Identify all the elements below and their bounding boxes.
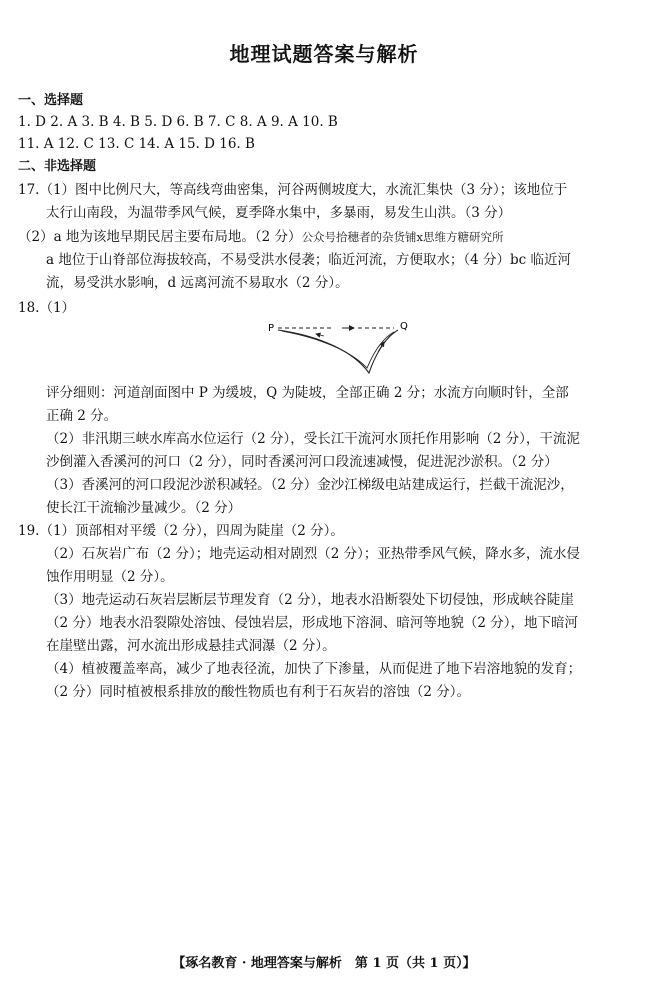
section-heading-nonchoice: 二、非选择题: [18, 159, 97, 174]
page-footer: 【琢名教育 · 地理答案与解析 第 1 页（共 1 页）】: [172, 956, 476, 971]
q19-line-7: （4）植被覆盖率高，减少了地表径流，加快了下渗量，从而促进了地下岩溶地貌的发育；: [46, 661, 582, 677]
q17-line-1: 17.（1）图中比例尺大，等高线弯曲密集，河谷两侧坡度大，水流汇集快（3 分）；该地位于: [18, 182, 568, 198]
point-q-label: Q: [400, 321, 408, 332]
q18-line-4: 沙倒灌入香溪河的河口（2 分），同时香溪河河口段流速减慢，促进泥沙淤积。（2 分）: [46, 454, 558, 470]
page-title: 地理试题答案与解析: [229, 42, 419, 66]
q17-line-3: [18, 231, 504, 245]
section-heading-choice: 一、选择题: [18, 93, 84, 108]
q19-line-8: （2 分）同时植被根系排放的酸性物质也有利于石灰岩的溶蚀（2 分）。: [46, 684, 471, 700]
q17-line-2: 太行山南段，为温带季风气候，夏季降水集中，多暴雨，易发生山洪。（3 分）: [46, 205, 512, 221]
q17-line-5: 流，易受洪水影响，d 远离河流不易取水（2 分）。: [46, 275, 349, 291]
q18-line-6: 使长江干流输沙量减少。（2 分）: [46, 500, 242, 516]
river-bed-inner: [282, 331, 394, 368]
q19-line-4: （3）地壳运动石灰岩层断层节理发育（2 分），地表水沿断裂处下切侵蚀，形成峡谷陡崖: [46, 592, 574, 608]
river-profile-diagram: [266, 316, 416, 378]
q19-line-3: 蚀作用明显（2 分）。: [46, 569, 174, 585]
answer-row-1: 1. D 2. A 3. B 4. B 5. D 6. B 7. C 8. A 9. A 10. B: [18, 114, 338, 130]
q17-line-4: a 地位于山脊部位海拔较高，不易受洪水侵袭；临近河流，方便取水；（4 分）bc 临近河: [46, 252, 571, 268]
answer-row-2: 11. A 12. C 13. C 14. A 15. D 16. B: [18, 136, 255, 152]
q18-line-2: 正确 2 分。: [46, 408, 118, 424]
q18-line-5: （3）香溪河的河口段泥沙淤积减轻。（2 分）金沙江梯级电站建成运行，拦截干流泥沙，: [46, 477, 574, 493]
q17-line-3-main: （2）a 地为该地早期民居主要布局地。（2 分）: [18, 229, 302, 245]
q19-line-2: （2）石灰岩广布（2 分）；地壳运动相对剧烈（2 分）；亚热带季风气候，降水多，流水侵: [46, 546, 580, 562]
q19-line-1: 19.（1）顶部相对平缓（2 分），四周为陡崖（2 分）。: [18, 523, 344, 539]
flow-arrow-left: [316, 334, 324, 336]
q19-line-6: 在崖壁出露，河水流出形成悬挂式洞瀑（2 分）。: [46, 638, 336, 654]
river-bed-outer: [278, 330, 398, 373]
q18-line-3: （2）非汛期三峡水库高水位运行（2 分），受长江干流河水顶托作用影响（2 分），干流泥: [46, 431, 580, 447]
q18-line-1: 评分细则：河道剖面图中 P 为缓坡，Q 为陡坡，全部正确 2 分；水流方向顺时针，全部: [46, 385, 569, 401]
q18-label: 18.（1）: [18, 300, 76, 316]
q19-line-5: （2 分）地表水沿裂隙处溶蚀、侵蚀岩层，形成地下溶洞、暗河等地貌（2 分），地下暗河: [46, 615, 579, 631]
watermark-note: 公众号拾穗者的杂货铺x思维方糖研究所: [301, 230, 504, 244]
point-p-label: P: [268, 323, 275, 334]
